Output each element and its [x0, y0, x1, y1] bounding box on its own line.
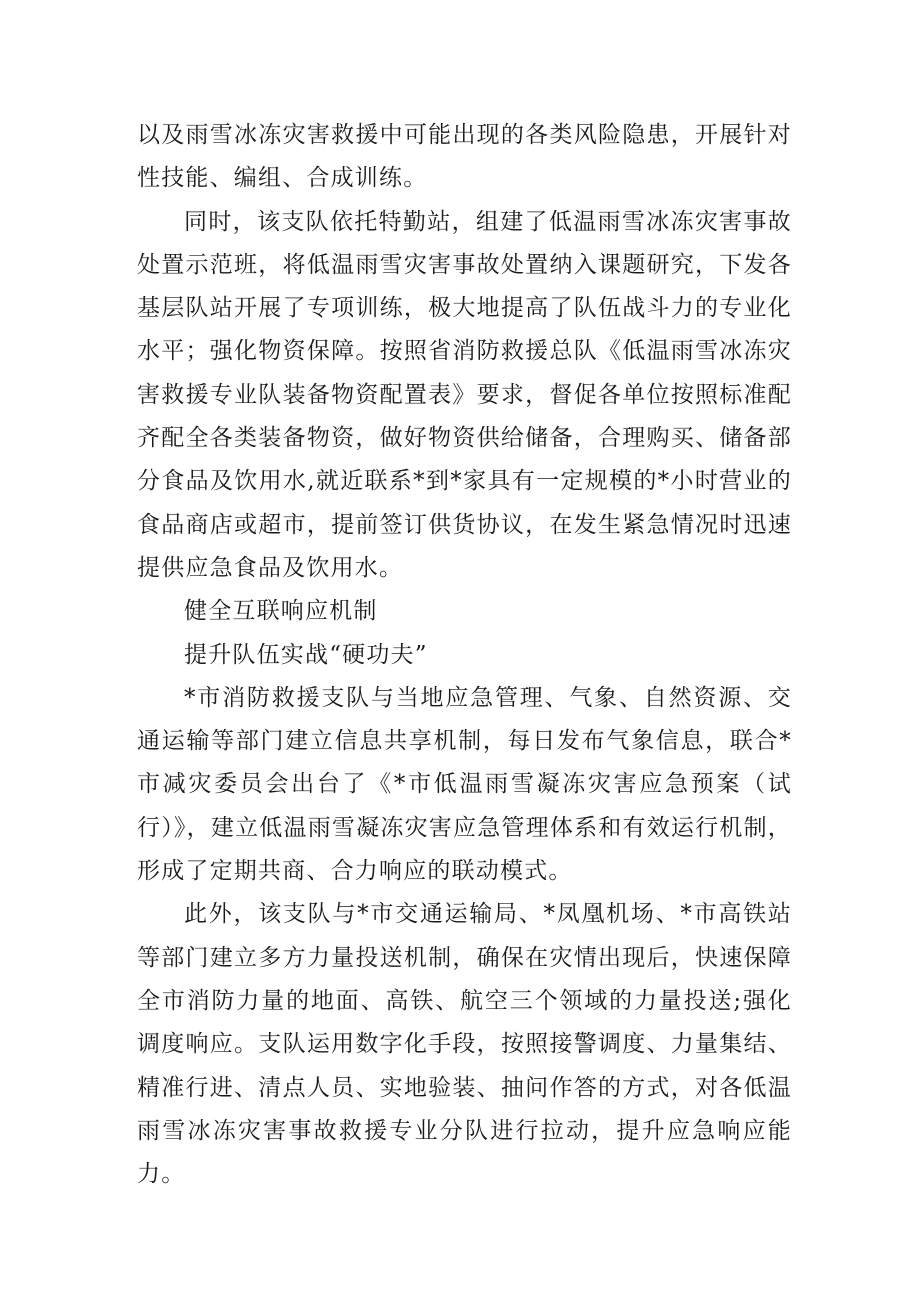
- paragraph-information-sharing: *市消防救援支队与当地应急管理、气象、自然资源、交通运输等部门建立信息共享机制，每日发布气象信息，联合*市减灾委员会出台了《*市低温雨雪凝冻灾害应急预案（试行）》，建立低温雨雪凝冻灾害应急管理体系和有效运行机制，形成了定期共商、合力响应的联动模式。: [137, 684, 792, 885]
- paragraph-continuation: 以及雨雪冰冻灾害救援中可能出现的各类风险隐患，开展针对性技能、编组、合成训练。: [137, 122, 792, 192]
- paragraph-force-delivery: 此外，该支队与*市交通运输局、*凤凰机场、*市高铁站等部门建立多方力量投送机制，确保在灾情出现后，快速保障全市消防力量的地面、高铁、航空三个领域的力量投送;强化调度响应。支队运用数字化手段，按照接警调度、力量集结、精准行进、清点人员、实地验装、抽问作答的方式，对各低温雨雪冰冻灾害事故救援专业分队进行拉动，提升应急响应能力。: [137, 901, 792, 1188]
- document-body: [137, 114, 792, 1196]
- section-heading-linkage: 健全互联响应机制: [184, 598, 378, 625]
- section-subheading-skills: 提升队伍实战“硬功夫”: [184, 641, 428, 668]
- paragraph-special-station: 同时，该支队依托特勤站，组建了低温雨雪冰冻灾害事故处置示范班，将低温雨雪灾害事故处置纳入课题研究，下发各基层队站开展了专项训练，极大地提高了队伍战斗力的专业化水平；强化物资保障。按照省消防救援总队《低温雨雪冰冻灾害救援专业队装备物资配置表》要求，督促各单位按照标准配齐配全各类装备物资，做好物资供给储备，合理购买、储备部分食品及饮用水,就近联系*到*家具有一定规模的*小时营业的食品商店或超市，提前签订供货协议，在发生紧急情况时迅速提供应急食品及饮用水。: [137, 208, 792, 581]
